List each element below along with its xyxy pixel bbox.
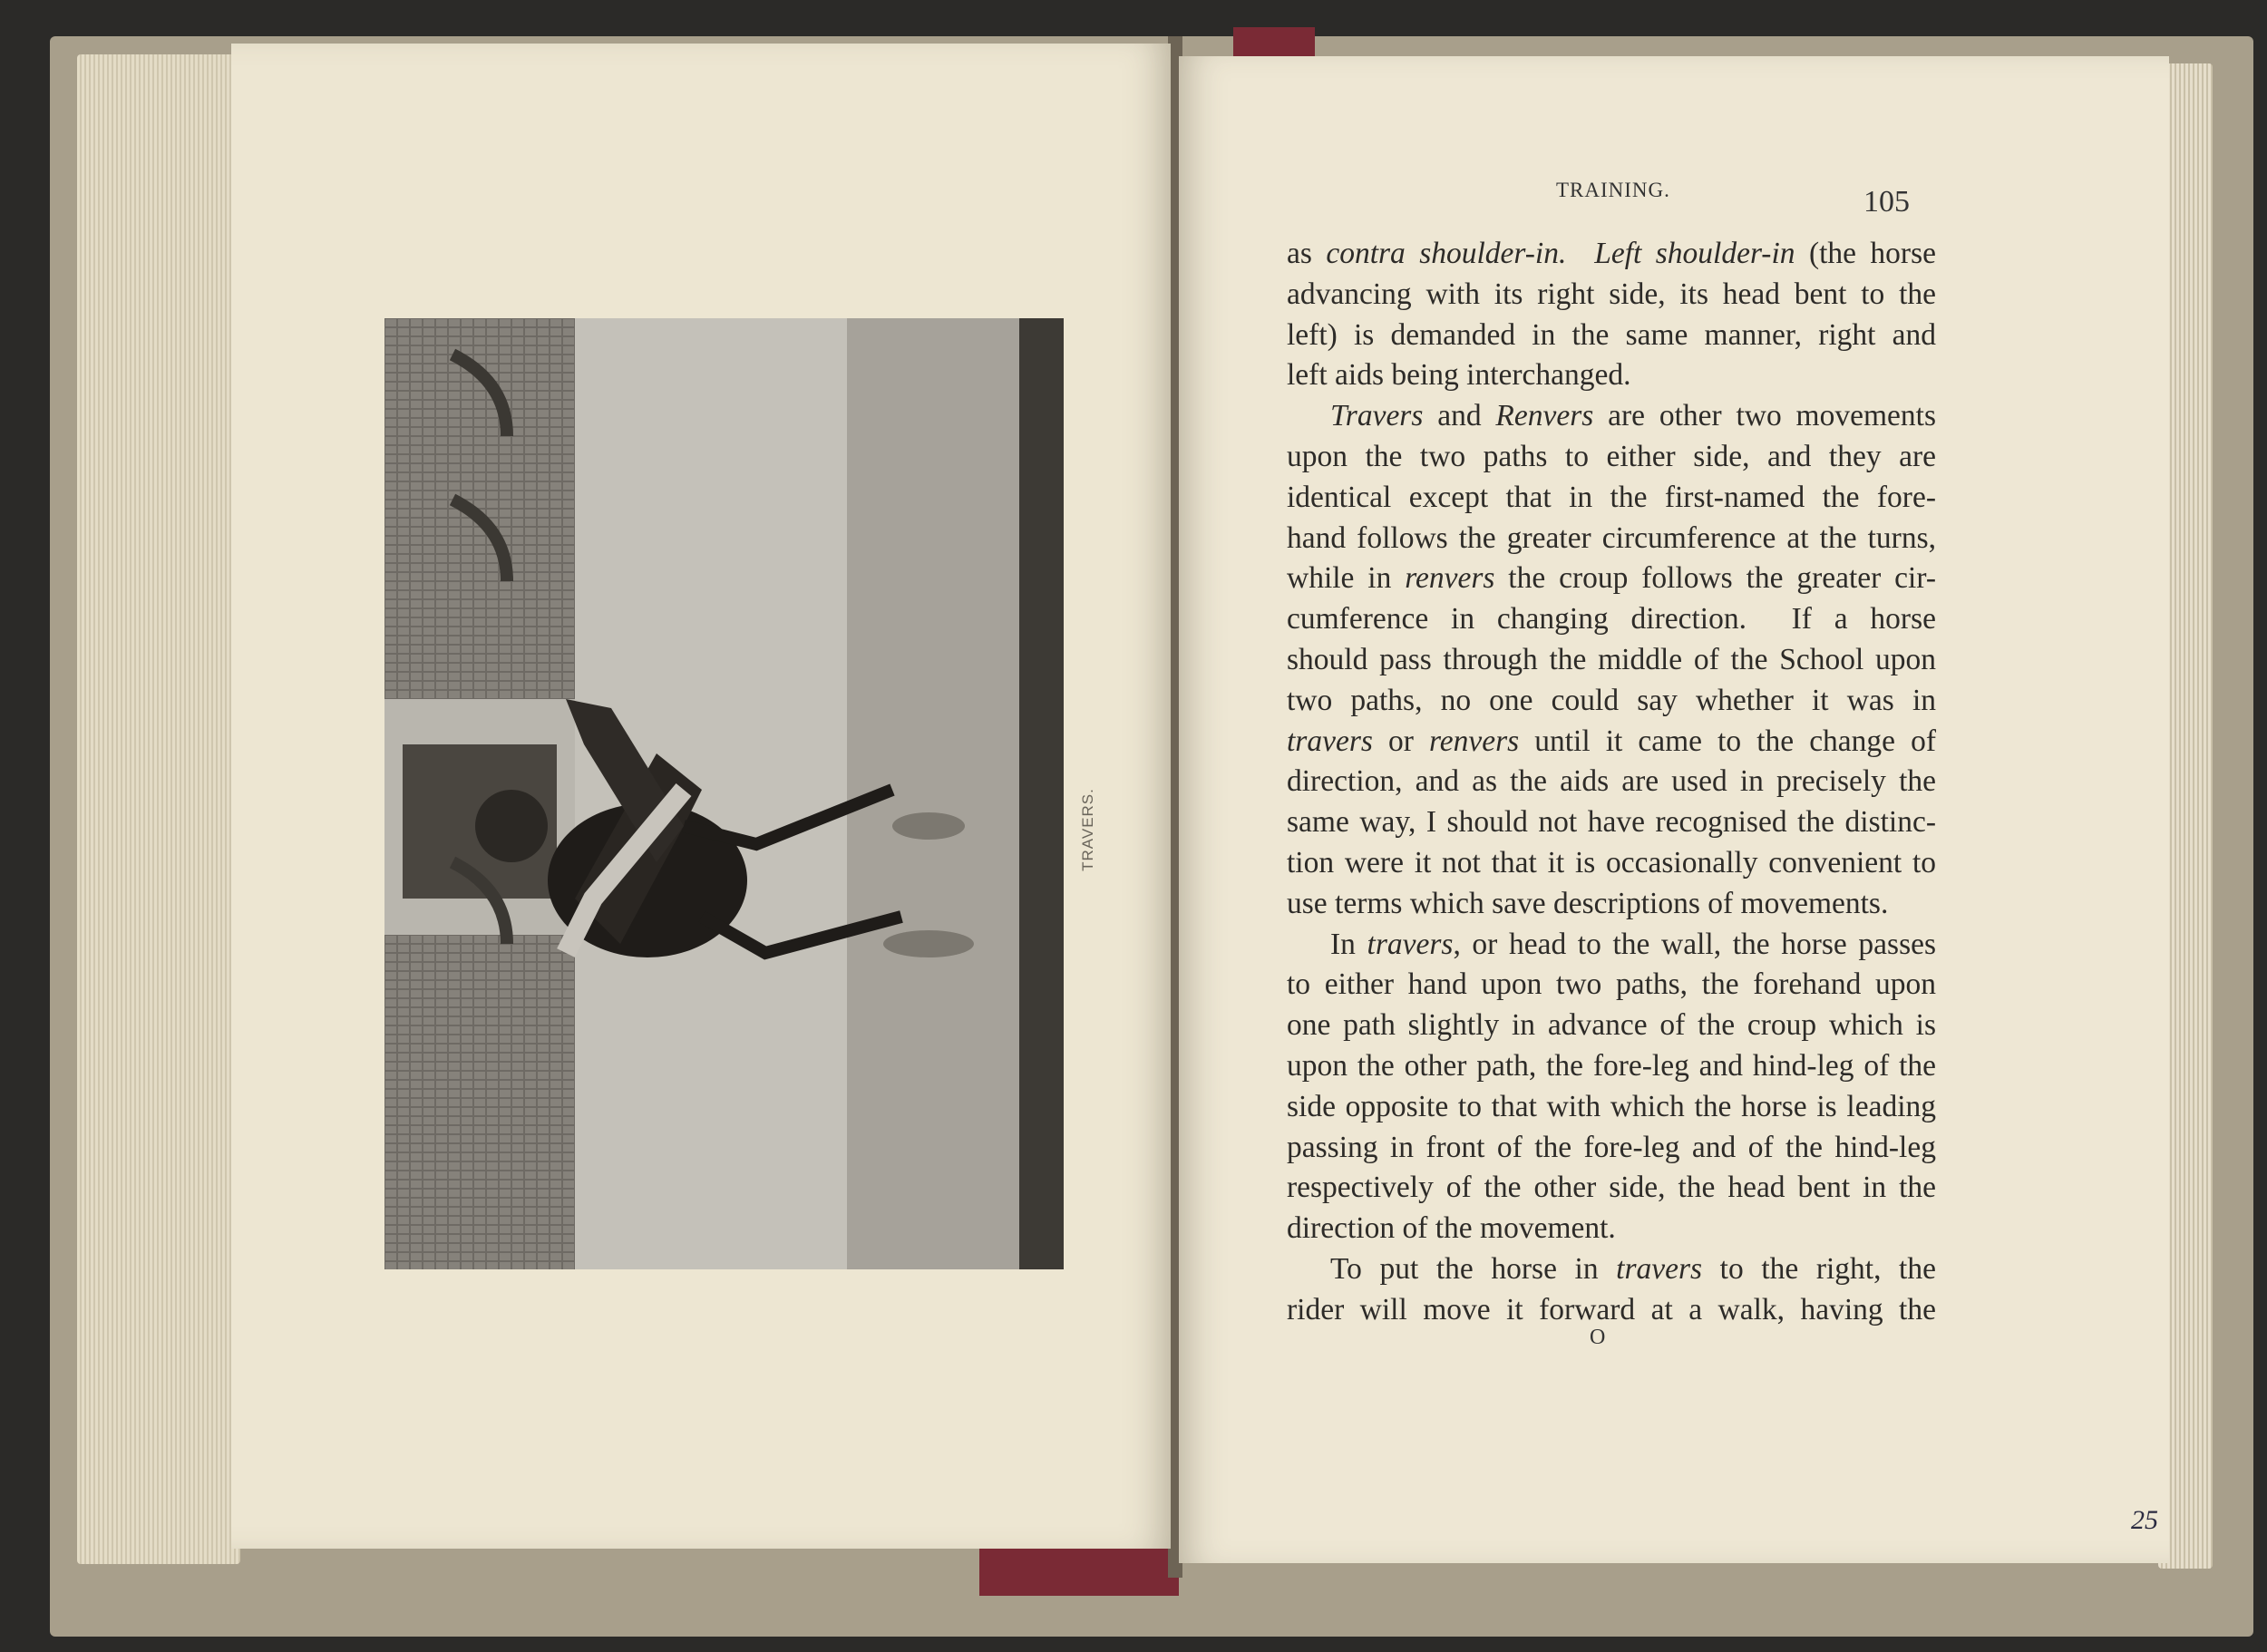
text-line xyxy=(1287,599,1936,640)
text-run: (the horse xyxy=(1795,237,1936,270)
text-run: until it came to the change of xyxy=(1519,724,1937,758)
text-run: to the right, the xyxy=(1702,1251,1936,1286)
text-line xyxy=(1287,559,1936,599)
italic-term: travers xyxy=(1616,1251,1703,1286)
text-line xyxy=(1287,762,1936,802)
text-run: In xyxy=(1330,927,1367,961)
text-run: left) is demanded in the same manner, right and xyxy=(1287,317,1936,352)
text-run: or xyxy=(1372,724,1429,758)
text-line xyxy=(1287,802,1936,843)
body-text xyxy=(1287,234,1936,1331)
text-run: identical except that in the first-named the fore- xyxy=(1287,480,1936,514)
text-line xyxy=(1287,478,1936,519)
text-line xyxy=(1287,316,1936,356)
italic-term: travers xyxy=(1287,724,1373,758)
text-run xyxy=(1566,237,1594,270)
signature-mark: O xyxy=(1590,1326,1606,1349)
text-line xyxy=(1287,1168,1936,1209)
text-line xyxy=(1287,275,1936,316)
handwritten-folio-number: 25 xyxy=(2131,1505,2158,1535)
text-line xyxy=(1287,1249,1936,1290)
text-run: passing in front of the fore-leg and of the hind-leg xyxy=(1287,1130,1936,1164)
text-line xyxy=(1287,722,1936,763)
text-line xyxy=(1287,681,1936,722)
italic-term: renvers xyxy=(1428,724,1520,758)
text-line xyxy=(1287,1290,1936,1331)
text-run: same way, I should not have recognised the distinc- xyxy=(1287,805,1936,840)
text-line xyxy=(1287,1209,1936,1249)
text-run: hand follows the greater circumference at the turns, xyxy=(1287,520,1936,555)
text-line xyxy=(1287,234,1936,275)
italic-term: renvers xyxy=(1405,561,1495,596)
italic-term: Travers xyxy=(1330,399,1424,433)
text-line xyxy=(1287,884,1936,925)
plate-caption: TRAVERS. xyxy=(1079,788,1096,871)
text-run: rider will move it forward at a walk, having the xyxy=(1287,1292,1936,1326)
text-line xyxy=(1287,1046,1936,1087)
text-run: tion were it not that it is occasionally convenient to xyxy=(1287,845,1936,879)
page-number: 105 xyxy=(1863,185,1910,219)
plate-photograph-horse-and-rider xyxy=(384,318,1064,1269)
text-run: one path slightly in advance of the croup which is xyxy=(1287,1008,1936,1043)
text-run: as xyxy=(1287,237,1327,270)
text-run: respectively of the other side, the head bent in the xyxy=(1287,1171,1936,1205)
text-run: use terms which save descriptions of movements. xyxy=(1287,886,1889,920)
text-run: side opposite to that with which the horse is leading xyxy=(1287,1089,1936,1123)
text-run: and xyxy=(1423,399,1496,433)
text-run: direction of the movement. xyxy=(1287,1211,1616,1246)
text-run: upon the other path, the fore-leg and hind-leg of the xyxy=(1287,1048,1936,1083)
text-run: are other two movements xyxy=(1593,399,1936,433)
text-run: To put the horse in xyxy=(1330,1251,1617,1286)
text-line xyxy=(1287,355,1936,396)
text-run: advancing with its right side, its head bent to the xyxy=(1287,277,1936,311)
text-run: two paths, no one could say whether it was in xyxy=(1287,683,1936,717)
text-run: to either hand upon two paths, the forehand upon xyxy=(1287,967,1936,1002)
italic-term: contra shoulder-in. xyxy=(1326,237,1567,270)
text-run: direction, and as the aids are used in precisely the xyxy=(1287,764,1936,799)
text-run: should pass through the middle of the School upon xyxy=(1287,642,1936,676)
text-line xyxy=(1287,925,1936,966)
text-run: upon the two paths to either side, and they are xyxy=(1287,439,1936,473)
text-line xyxy=(1287,1006,1936,1046)
text-run: the croup follows the greater cir- xyxy=(1494,561,1937,596)
running-head: TRAINING. xyxy=(1556,179,1670,201)
text-line xyxy=(1287,396,1936,437)
spine-cloth xyxy=(979,1541,1179,1596)
text-run: left aids being interchanged. xyxy=(1287,358,1631,393)
left-page-edges xyxy=(77,54,240,1564)
text-run: cumference in changing direction. If a horse xyxy=(1287,602,1936,637)
italic-term: Left shoulder-in xyxy=(1594,237,1795,270)
text-line xyxy=(1287,843,1936,884)
text-line xyxy=(1287,640,1936,681)
photo-image xyxy=(384,318,1064,1269)
text-line xyxy=(1287,1128,1936,1169)
text-run: , or head to the wall, the horse passes xyxy=(1453,927,1937,961)
text-line xyxy=(1287,437,1936,478)
italic-term: Renvers xyxy=(1495,399,1594,433)
italic-term: travers xyxy=(1367,927,1454,961)
text-line xyxy=(1287,965,1936,1006)
text-line xyxy=(1287,1087,1936,1128)
text-line xyxy=(1287,519,1936,559)
text-run: while in xyxy=(1287,561,1406,596)
